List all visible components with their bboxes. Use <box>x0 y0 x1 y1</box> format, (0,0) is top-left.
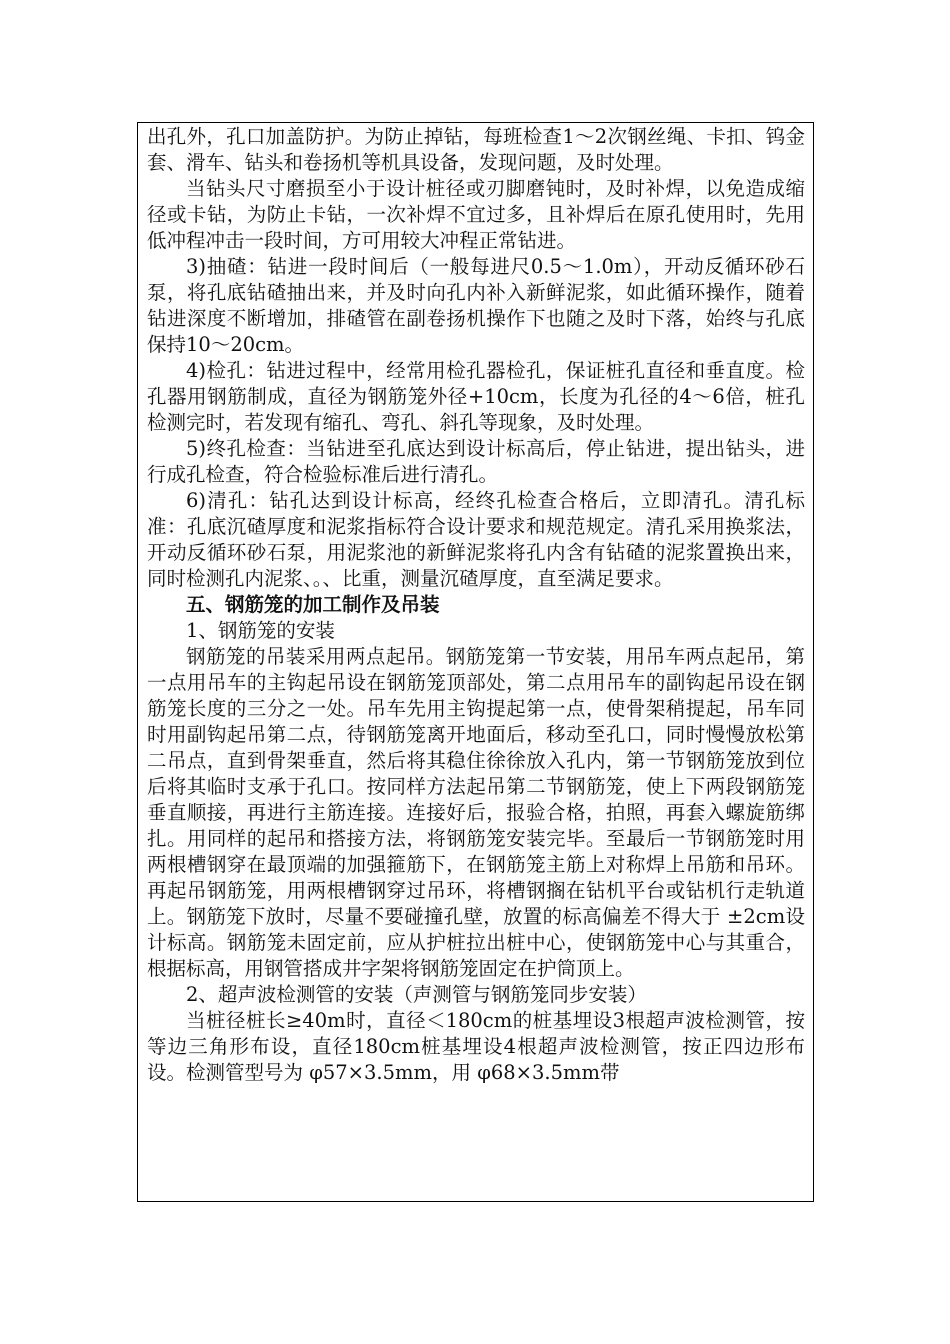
paragraph-bit-wear-repair: 当钻头尺寸磨损至小于设计桩径或刃脚磨钝时，及时补焊，以免造成缩径或卡钻，为防止卡钻，一次补焊不宜过多，且补焊后在原孔使用时，先用低冲程冲击一段时间，方可用较大冲程正常钻进。 <box>147 177 805 252</box>
paragraph-continuation: 出孔外，孔口加盖防护。为防止掉钻，每班检查1～2次钢丝绳、卡扣、钨金套、滑车、钻头和卷扬机等机具设备，发现问题，及时处理。 <box>147 125 805 174</box>
document-table-cell <box>137 122 814 1202</box>
paragraph-step-4-hole-inspection: 4)检孔：钻进过程中，经常用检孔器检孔，保证桩孔直径和垂直度。检孔器用钢筋制成，直径为钢筋笼外径+10cm，长度为孔径的4～6倍，桩孔检测完时，若发现有缩孔、弯孔、斜孔等现象，及时处理。 <box>147 359 805 434</box>
document-body <box>147 124 805 1086</box>
paragraph-step-6-hole-cleaning: 6)清孔：钻孔达到设计标高，经终孔检查合格后，立即清孔。清孔标准：孔底沉碴厚度和泥浆指标符合设计要求和规范规定。清孔采用换浆法，开动反循环砂石泵，用泥浆池的新鲜泥浆将孔内含有钻碴的泥浆置换出来，同时检测孔内泥浆、。、比重，测量沉碴厚度，直至满足要求。 <box>147 489 805 590</box>
subsection-title-ultrasonic-tubes: 2、超声波检测管的安装（声测管与钢筋笼同步安装） <box>186 983 647 1006</box>
paragraph-step-5-final-hole-check: 5)终孔检查：当钻进至孔底达到设计标高后，停止钻进，提出钻头，进行成孔检查，符合检验标准后进行清孔。 <box>147 437 805 486</box>
paragraph-cage-hoisting: 钢筋笼的吊装采用两点起吊。钢筋笼第一节安装，用吊车两点起吊，第一点用吊车的主钩起吊设在钢筋笼顶部处，第二点用吊车的副钩起吊设在钢筋笼长度的三分之一处。吊车先用主钩提起第一点，使骨架稍提起，吊车同时用副钩起吊第二点，待钢筋笼离开地面后，移动至孔口，同时慢慢放松第二吊点，直到骨架垂直，然后将其稳住徐徐放入孔内，第一节钢筋笼放到位后将其临时支承于孔口。按同样方法起吊第二节钢筋笼，使上下两段钢筋笼垂直顺接，再进行主筋连接。连接好后，报验合格，拍照，再套入螺旋筋绑扎。用同样的起吊和搭接方法，将钢筋笼安装完毕。至最后一节钢筋笼时用两根槽钢穿在最顶端的加强箍筋下，在钢筋笼主筋上对称焊上吊筋和吊环。再起吊钢筋笼，用两根槽钢穿过吊环，将槽钢搁在钻机平台或钻机行走轨道上。钢筋笼下放时，尽量不要碰撞孔壁，放置的标高偏差不得大于 ±2cm设计标高。钢筋笼未固定前，应从护桩拉出桩中心，使钢筋笼中心与其重合，根据标高，用钢管搭成井字架将钢筋笼固定在护筒顶上。 <box>147 645 805 980</box>
section-heading: 五、钢筋笼的加工制作及吊装 <box>186 593 440 616</box>
subsection-title-cage-installation: 1、钢筋笼的安装 <box>186 619 335 642</box>
paragraph-ultrasonic-tubes: 当桩径桩长≥40m时，直径＜180cm的桩基埋设3根超声波检测管，按等边三角形布设，直径180cm桩基埋设4根超声波检测管，按正四边形布设。检测管型号为 φ57×3.5mm，用 φ68×3.5mm带 <box>147 1009 805 1084</box>
paragraph-step-3-slag-extraction: 3)抽碴：钻进一段时间后（一般每进尺0.5～1.0m），开动反循环砂石泵，将孔底钻碴抽出来，并及时向孔内补入新鲜泥浆，如此循环操作，随着钻进深度不断增加，排碴管在副卷扬机操作下也随之及时下落，始终与孔底保持10～20cm。 <box>147 255 805 356</box>
